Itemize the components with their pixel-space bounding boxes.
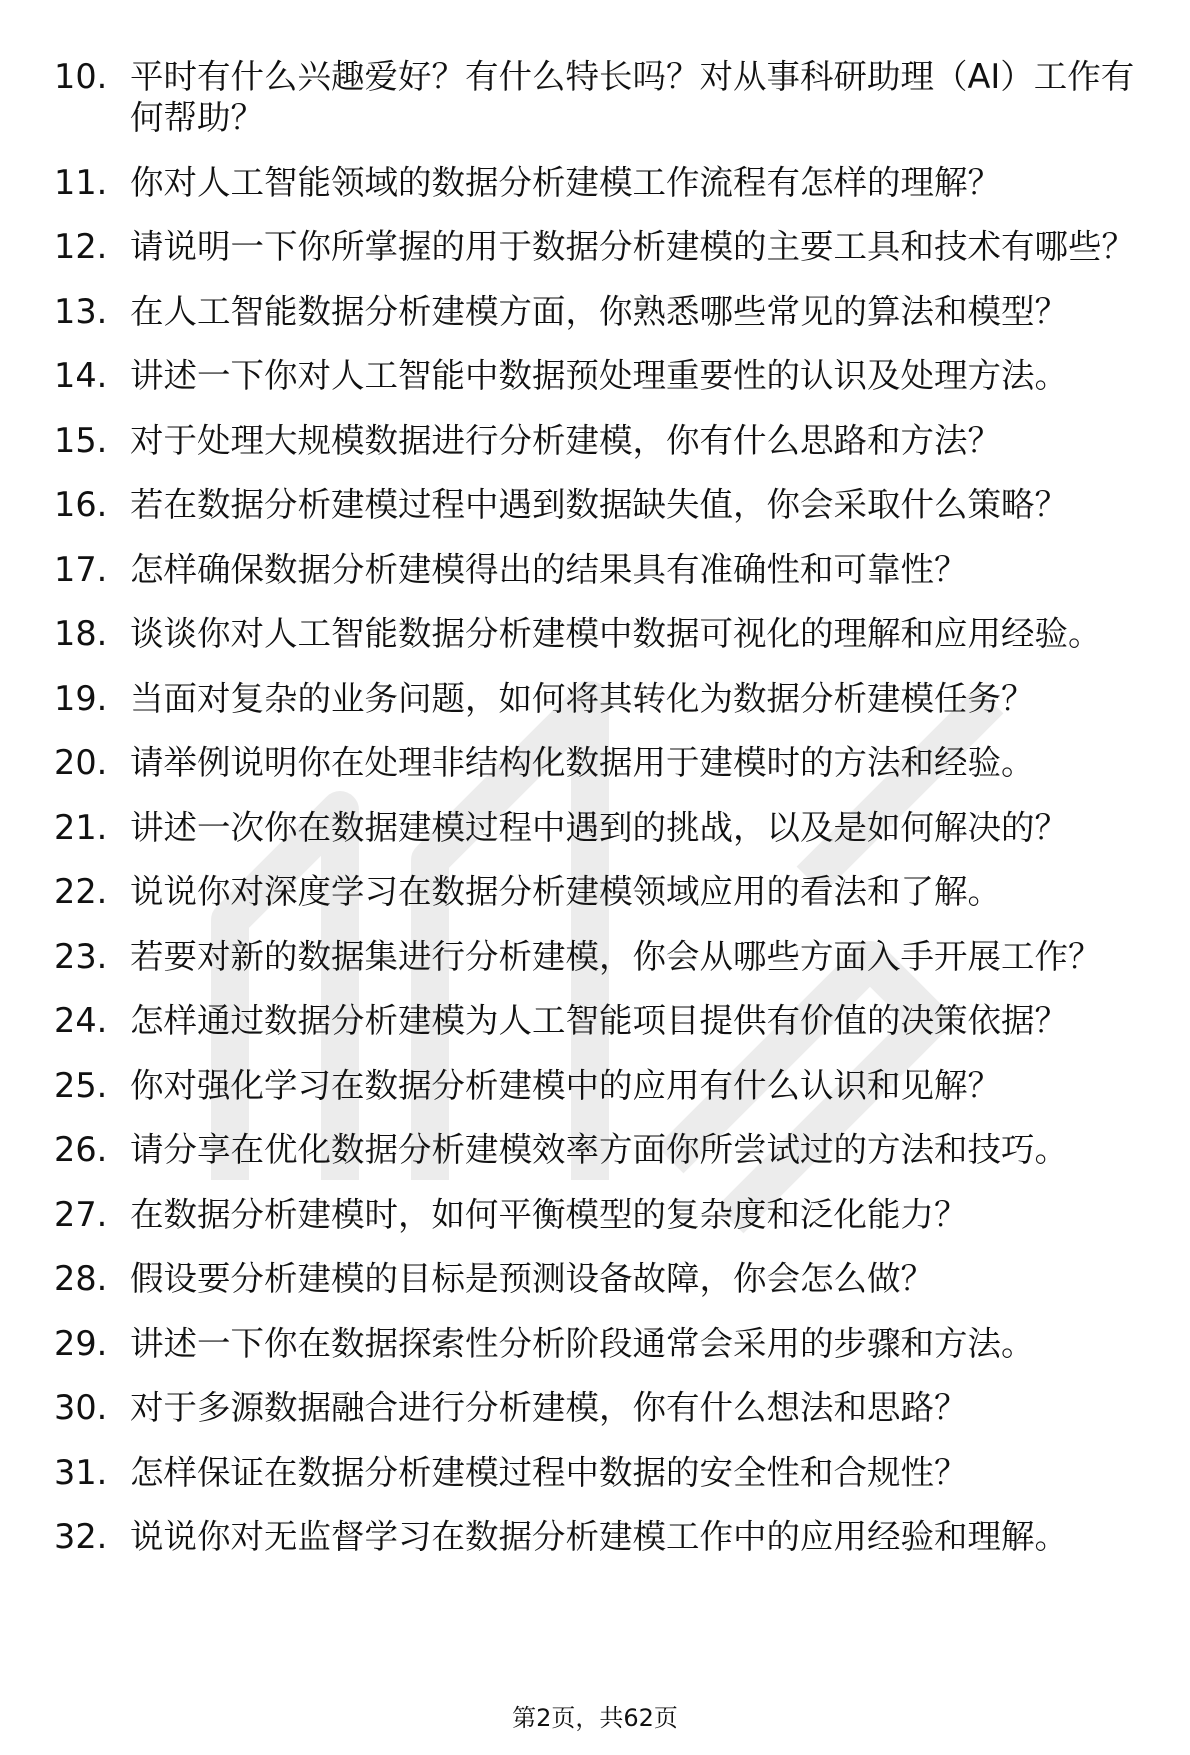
question-number: 25. <box>54 1065 108 1105</box>
question-number: 18. <box>54 614 108 653</box>
question-text: 对于多源数据融合进行分析建模，你有什么想法和思路？ <box>130 1388 968 1427</box>
question-item <box>54 1194 1154 1235</box>
question-text: 平时有什么兴趣爱好？有什么特长吗？对从事科研助理（AI）工作有何帮助？ <box>130 57 1135 137</box>
question-text: 讲述一次你在数据建模过程中遇到的挑战，以及是如何解决的？ <box>130 807 1068 847</box>
question-number: 11. <box>54 162 108 202</box>
question-item <box>54 1129 1154 1170</box>
question-item <box>54 549 1154 590</box>
question-item <box>54 1323 1154 1364</box>
question-number: 31. <box>54 1452 108 1492</box>
question-text: 当面对复杂的业务问题，如何将其转化为数据分析建模任务？ <box>130 678 1035 718</box>
question-list <box>54 56 1154 1581</box>
question-number: 15. <box>54 420 108 460</box>
question-item <box>54 56 1154 138</box>
question-item <box>54 1516 1154 1557</box>
page-indicator: 第2页，共62页 <box>512 1704 678 1732</box>
question-text: 你对人工智能领域的数据分析建模工作流程有怎样的理解？ <box>130 162 1001 202</box>
question-number: 22. <box>54 872 108 911</box>
question-number: 17. <box>54 549 108 589</box>
question-item <box>54 613 1154 654</box>
question-text: 对于处理大规模数据进行分析建模，你有什么思路和方法？ <box>130 420 1001 460</box>
question-item <box>54 226 1154 267</box>
question-item <box>54 162 1154 203</box>
question-number: 32. <box>54 1517 108 1556</box>
question-number: 12. <box>54 227 108 266</box>
question-item <box>54 1258 1154 1299</box>
question-text: 若在数据分析建模过程中遇到数据缺失值，你会采取什么策略？ <box>130 485 1068 524</box>
question-item <box>54 742 1154 783</box>
question-number: 24. <box>54 1001 108 1040</box>
question-item <box>54 355 1154 396</box>
question-text: 假设要分析建模的目标是预测设备故障，你会怎么做？ <box>130 1259 934 1298</box>
question-item <box>54 678 1154 719</box>
question-number: 16. <box>54 485 108 524</box>
question-text: 请说明一下你所掌握的用于数据分析建模的主要工具和技术有哪些？ <box>130 227 1135 266</box>
question-text: 说说你对深度学习在数据分析建模领域应用的看法和了解。 <box>130 872 1001 911</box>
question-item <box>54 484 1154 525</box>
question-text: 怎样保证在数据分析建模过程中数据的安全性和合规性？ <box>130 1452 968 1492</box>
question-item <box>54 1000 1154 1041</box>
question-number: 14. <box>54 356 108 395</box>
question-number: 29. <box>54 1323 108 1363</box>
question-number: 13. <box>54 291 108 331</box>
question-text: 在数据分析建模时，如何平衡模型的复杂度和泛化能力？ <box>130 1194 968 1234</box>
question-item <box>54 1065 1154 1106</box>
question-text: 在人工智能数据分析建模方面，你熟悉哪些常见的算法和模型？ <box>130 291 1068 331</box>
question-number: 19. <box>54 678 108 718</box>
question-text: 讲述一下你在数据探索性分析阶段通常会采用的步骤和方法。 <box>130 1323 1035 1363</box>
question-number: 28. <box>54 1259 108 1298</box>
question-text: 怎样通过数据分析建模为人工智能项目提供有价值的决策依据？ <box>130 1001 1068 1040</box>
question-text: 若要对新的数据集进行分析建模，你会从哪些方面入手开展工作？ <box>130 936 1102 976</box>
question-text: 请分享在优化数据分析建模效率方面你所尝试过的方法和技巧。 <box>130 1130 1068 1169</box>
question-item <box>54 420 1154 461</box>
question-number: 20. <box>54 743 108 782</box>
question-number: 26. <box>54 1130 108 1169</box>
question-text: 请举例说明你在处理非结构化数据用于建模时的方法和经验。 <box>130 743 1035 782</box>
question-item <box>54 807 1154 848</box>
question-item <box>54 1452 1154 1493</box>
question-text: 说说你对无监督学习在数据分析建模工作中的应用经验和理解。 <box>130 1517 1068 1556</box>
question-text: 讲述一下你对人工智能中数据预处理重要性的认识及处理方法。 <box>130 356 1068 395</box>
question-text: 你对强化学习在数据分析建模中的应用有什么认识和见解？ <box>130 1065 1001 1105</box>
question-text: 谈谈你对人工智能数据分析建模中数据可视化的理解和应用经验。 <box>130 614 1102 653</box>
question-item <box>54 936 1154 977</box>
question-number: 27. <box>54 1194 108 1234</box>
question-item <box>54 1387 1154 1428</box>
question-number: 21. <box>54 807 108 847</box>
question-item <box>54 291 1154 332</box>
question-number: 30. <box>54 1388 108 1427</box>
question-item <box>54 871 1154 912</box>
question-number: 23. <box>54 936 108 976</box>
question-text: 怎样确保数据分析建模得出的结果具有准确性和可靠性？ <box>130 549 968 589</box>
question-number: 10. <box>54 57 108 96</box>
